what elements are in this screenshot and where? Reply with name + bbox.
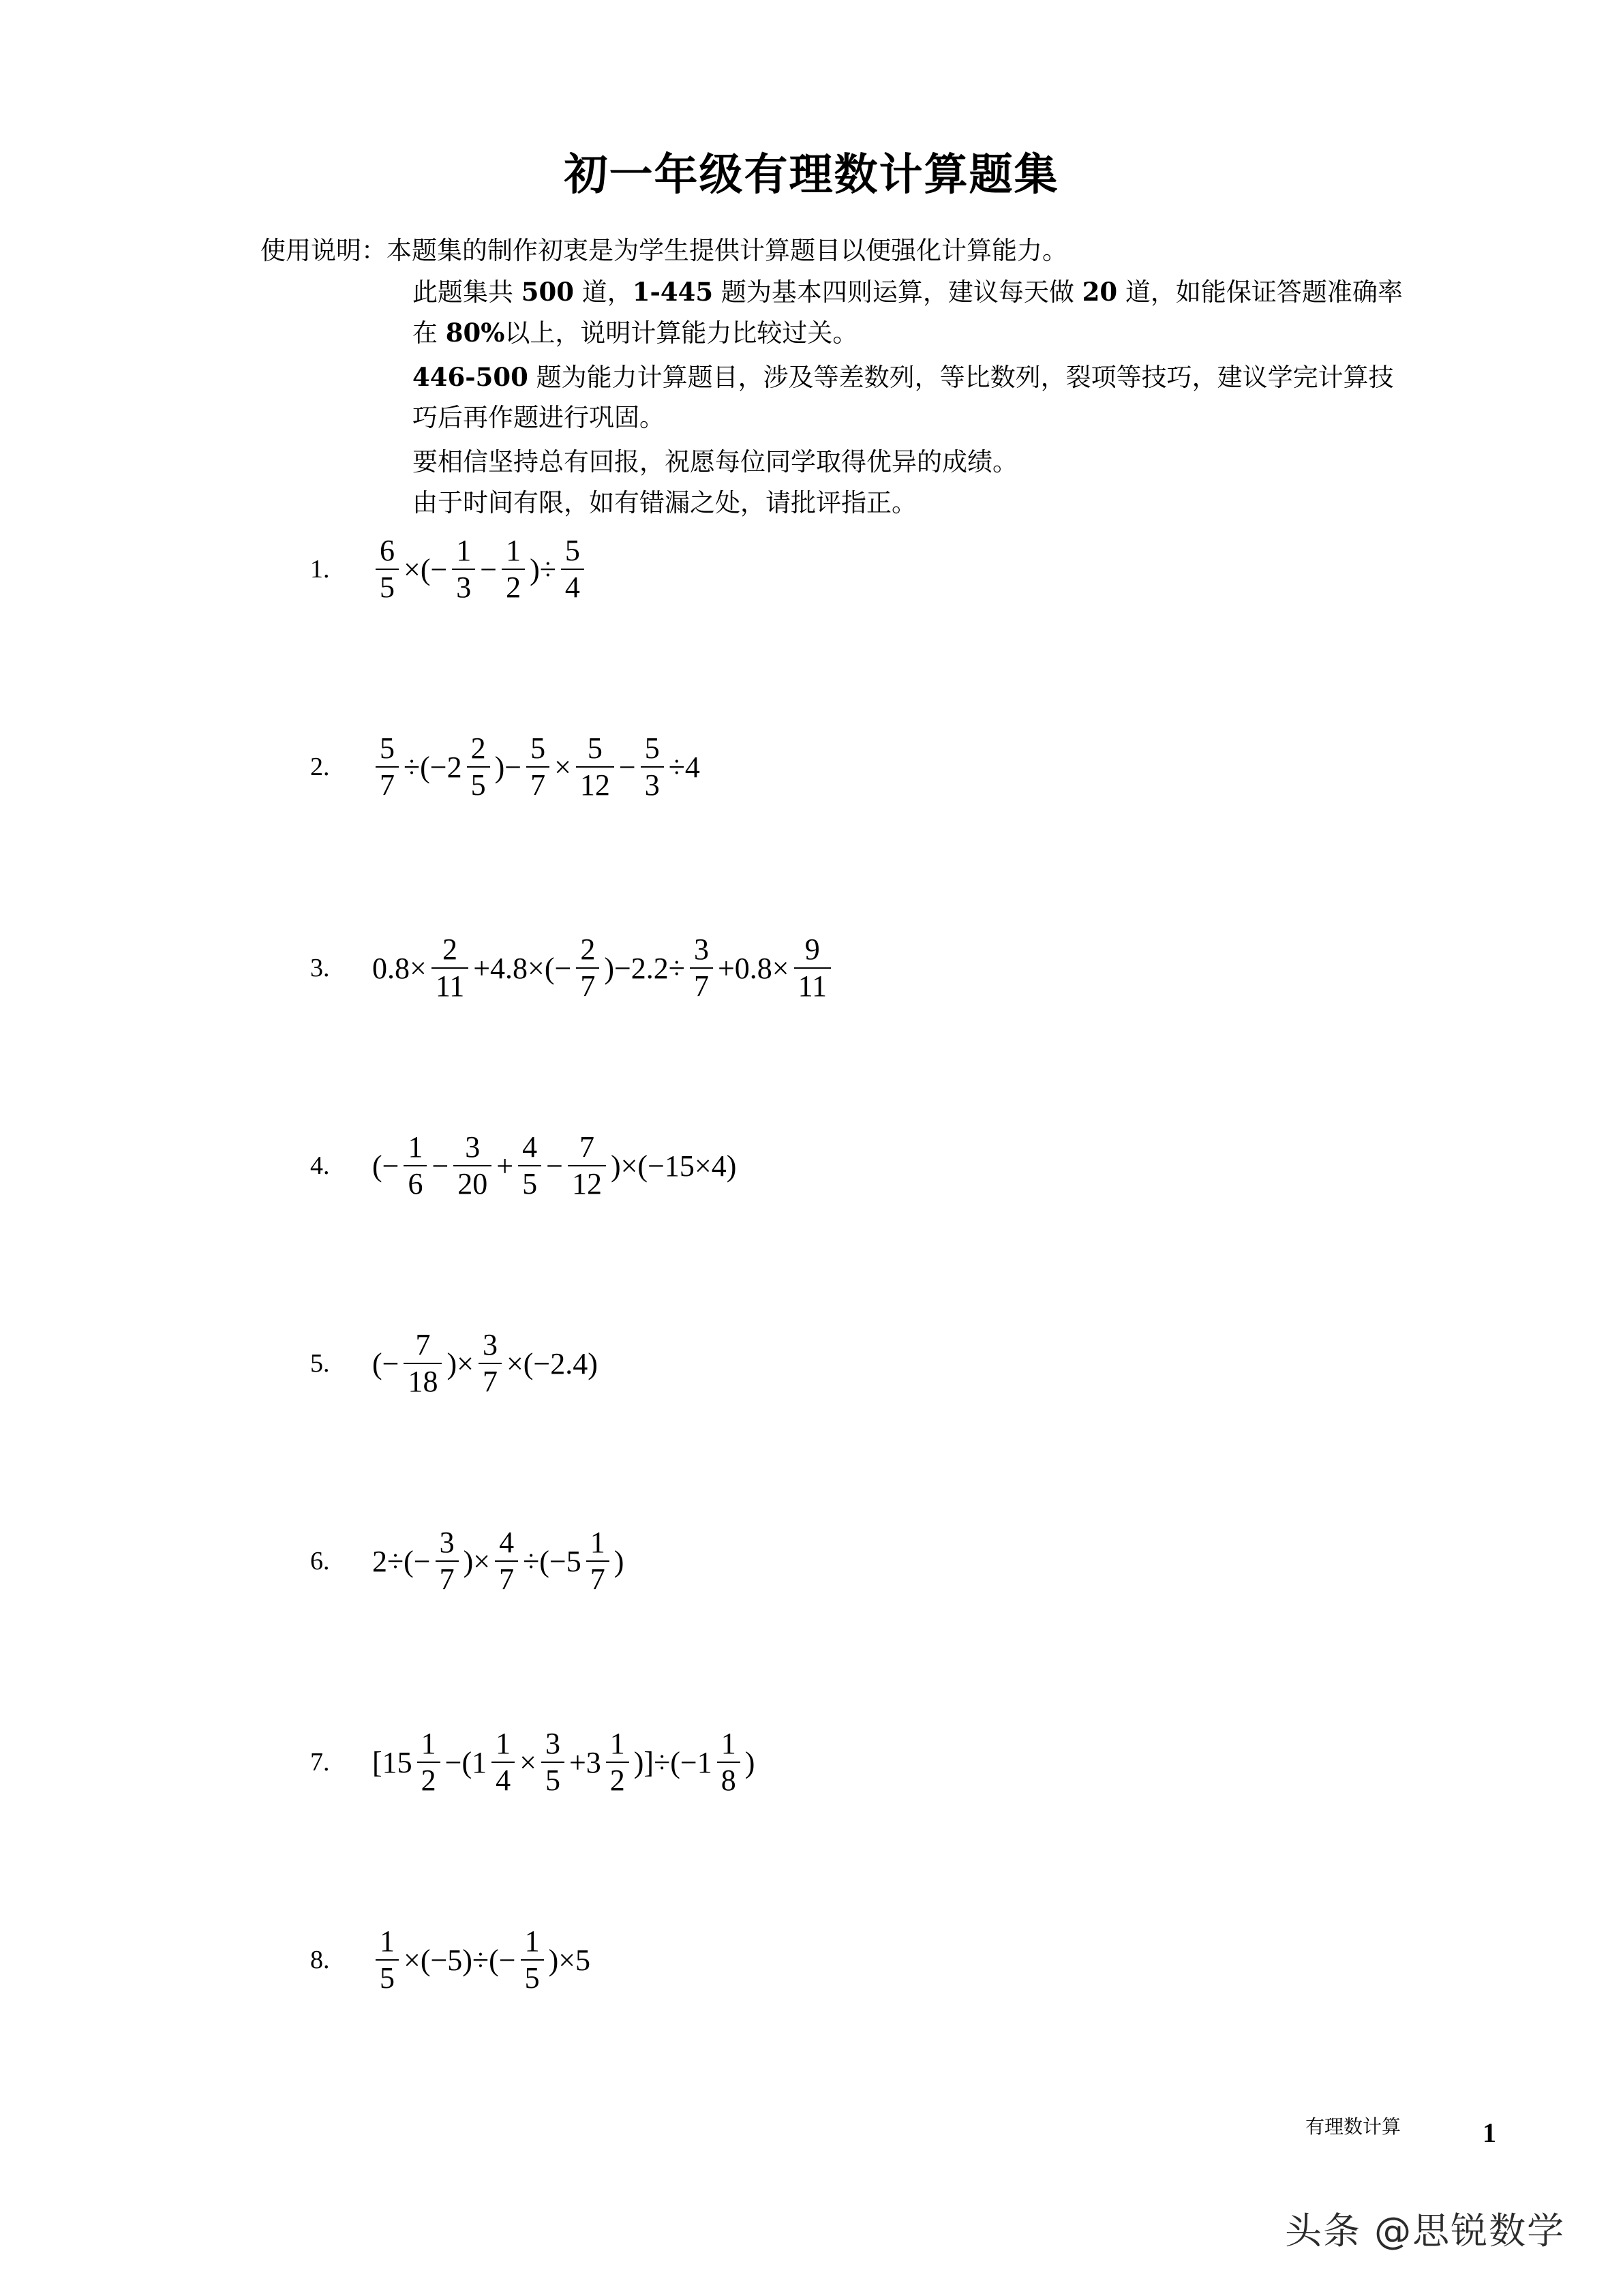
expression-text: − xyxy=(618,750,636,784)
expression-text: − xyxy=(431,1149,449,1183)
fraction-denominator: 6 xyxy=(408,1167,423,1200)
fraction xyxy=(376,533,399,605)
fraction xyxy=(404,1130,427,1202)
fraction xyxy=(453,1130,491,1202)
problem-number: 1. xyxy=(310,555,330,584)
page-number: 1 xyxy=(1483,2117,1496,2148)
fraction-numerator: 3 xyxy=(693,933,709,966)
fraction xyxy=(417,1726,440,1798)
intro-line-3 xyxy=(412,317,858,349)
fraction xyxy=(690,932,713,1004)
fraction xyxy=(541,1726,564,1798)
fraction xyxy=(491,1726,515,1798)
fraction-numerator: 5 xyxy=(587,731,603,765)
fraction-denominator: 5 xyxy=(470,768,486,802)
fraction xyxy=(436,1525,459,1597)
intro-line-4 xyxy=(412,361,1394,393)
fraction-denominator: 7 xyxy=(530,768,546,802)
fraction-denominator: 4 xyxy=(564,571,580,604)
intro-text-segment: 446-500 xyxy=(412,362,528,392)
fraction-denominator: 7 xyxy=(380,768,395,802)
expression-text: 2÷(− xyxy=(372,1544,431,1578)
fraction-numerator: 2 xyxy=(580,933,596,966)
fraction-numerator: 1 xyxy=(506,534,521,567)
problem-expression xyxy=(371,1129,737,1203)
fraction-numerator: 5 xyxy=(564,534,580,567)
fraction-numerator: 1 xyxy=(496,1727,511,1760)
expression-text: )×(−15×4) xyxy=(610,1149,737,1183)
fraction-denominator: 7 xyxy=(590,1562,605,1596)
fraction-denominator: 5 xyxy=(380,1961,395,1995)
intro-line-2 xyxy=(412,276,1403,308)
expression-text: )÷ xyxy=(530,552,556,586)
fraction xyxy=(376,731,399,803)
fraction xyxy=(404,1327,442,1400)
fraction-denominator: 8 xyxy=(721,1764,736,1797)
problem-expression xyxy=(371,1725,755,1799)
expression-text: ÷4 xyxy=(668,750,700,784)
fraction-denominator: 2 xyxy=(506,571,521,604)
problem-expression xyxy=(371,931,835,1005)
expression-text: [15 xyxy=(372,1745,412,1779)
fraction xyxy=(568,1130,606,1202)
intro-line-1: 使用说明：本题集的制作初衷是为学生提供计算题目以便强化计算能力。 xyxy=(260,236,1067,265)
fraction-numerator: 9 xyxy=(804,933,820,966)
fraction-denominator: 5 xyxy=(522,1167,538,1200)
fraction xyxy=(606,1726,629,1798)
expression-text: )−2.2÷ xyxy=(604,951,685,985)
fraction xyxy=(376,1924,399,1996)
footer-label: 有理数计算 xyxy=(1305,2115,1401,2138)
expression-text: × xyxy=(554,750,571,784)
expression-text: ÷(−5 xyxy=(523,1544,581,1578)
fraction-denominator: 2 xyxy=(421,1764,436,1797)
intro-text-segment: 1-445 xyxy=(632,277,714,307)
fraction-numerator: 2 xyxy=(442,933,458,966)
fraction-numerator: 5 xyxy=(530,731,546,765)
expression-text: − xyxy=(546,1149,563,1183)
fraction xyxy=(526,731,549,803)
expression-text: × xyxy=(519,1745,536,1779)
intro-text-segment: 题为能力计算题目，涉及等差数列，等比数列，裂项等技巧，建议学完计算技 xyxy=(528,363,1394,392)
intro-text-segment: 道， xyxy=(574,277,633,307)
expression-text: +4.8×(− xyxy=(473,951,572,985)
intro-text-segment: 20 xyxy=(1082,277,1118,307)
page-title: 初一年级有理数计算题集 xyxy=(564,150,1059,200)
watermark: 头条 @思锐数学 xyxy=(1285,2209,1566,2252)
problem-number: 7. xyxy=(310,1748,330,1777)
fraction-numerator: 4 xyxy=(522,1130,538,1164)
problem-number: 5. xyxy=(310,1349,330,1378)
problem-number: 8. xyxy=(310,1946,330,1974)
fraction-numerator: 7 xyxy=(579,1130,594,1164)
problem-number: 6. xyxy=(310,1547,330,1575)
intro-line-5: 巧后再作题进行巩固。 xyxy=(412,403,665,432)
expression-text: −(1 xyxy=(444,1745,487,1779)
expression-text: )× xyxy=(463,1544,491,1578)
fraction-numerator: 3 xyxy=(482,1328,498,1361)
fraction-numerator: 1 xyxy=(456,534,472,567)
fraction xyxy=(794,932,831,1004)
intro-line-7: 由于时间有限，如有错漏之处，请批评指正。 xyxy=(412,488,917,517)
problem-number: 4. xyxy=(310,1151,330,1180)
fraction-numerator: 3 xyxy=(465,1130,481,1164)
intro-text-segment: 此题集共 xyxy=(412,277,521,307)
fraction-numerator: 7 xyxy=(415,1328,431,1361)
fraction-denominator: 5 xyxy=(545,1764,560,1797)
expression-text: +3 xyxy=(568,1745,601,1779)
fraction-numerator: 1 xyxy=(590,1526,605,1559)
fraction xyxy=(576,731,614,803)
fraction xyxy=(502,533,525,605)
fraction-denominator: 7 xyxy=(499,1562,515,1596)
fraction-denominator: 3 xyxy=(644,768,660,802)
expression-text: + xyxy=(496,1149,514,1183)
fraction-numerator: 1 xyxy=(380,1924,395,1958)
fraction-denominator: 7 xyxy=(482,1365,498,1398)
fraction-denominator: 12 xyxy=(571,1167,602,1200)
expression-text: − xyxy=(480,552,498,586)
fraction-numerator: 5 xyxy=(644,731,660,765)
fraction-numerator: 1 xyxy=(721,1727,736,1760)
expression-text: (− xyxy=(372,1346,399,1380)
fraction-numerator: 2 xyxy=(470,731,486,765)
fraction-denominator: 18 xyxy=(408,1365,438,1398)
fraction-numerator: 5 xyxy=(380,731,395,765)
fraction xyxy=(521,1924,544,1996)
expression-text: ×(− xyxy=(404,552,448,586)
expression-text: (− xyxy=(372,1149,399,1183)
fraction-numerator: 3 xyxy=(545,1727,560,1760)
fraction-denominator: 11 xyxy=(798,969,827,1003)
problem-expression xyxy=(371,1923,591,1997)
fraction-numerator: 1 xyxy=(609,1727,625,1760)
expression-text: ) xyxy=(613,1544,624,1578)
fraction-denominator: 12 xyxy=(579,768,610,802)
fraction xyxy=(717,1726,740,1798)
fraction-denominator: 20 xyxy=(457,1167,488,1200)
expression-text: ×(−2.4) xyxy=(506,1346,598,1380)
fraction xyxy=(479,1327,502,1400)
fraction-numerator: 1 xyxy=(524,1924,540,1958)
fraction xyxy=(431,932,468,1004)
fraction xyxy=(641,731,664,803)
intro-text-segment: 在 xyxy=(412,318,446,348)
fraction-denominator: 5 xyxy=(380,571,395,604)
fraction xyxy=(586,1525,609,1597)
intro-line-6: 要相信坚持总有回报，祝愿每位同学取得优异的成绩。 xyxy=(412,447,1018,477)
fraction xyxy=(467,731,490,803)
fraction-denominator: 7 xyxy=(439,1562,455,1596)
intro-text-segment: 80% xyxy=(445,318,505,348)
fraction-denominator: 11 xyxy=(435,969,465,1003)
fraction xyxy=(452,533,475,605)
fraction-numerator: 4 xyxy=(499,1526,515,1559)
fraction-numerator: 3 xyxy=(439,1526,455,1559)
problem-expression xyxy=(371,730,701,804)
intro-text-segment: 以上，说明计算能力比较过关。 xyxy=(504,318,858,348)
fraction-denominator: 7 xyxy=(580,969,596,1003)
problem-expression xyxy=(371,1327,598,1400)
fraction xyxy=(495,1525,518,1597)
expression-text: ×(−5)÷(− xyxy=(404,1943,516,1977)
fraction-denominator: 7 xyxy=(693,969,709,1003)
expression-text: )]÷(−1 xyxy=(633,1745,712,1779)
fraction xyxy=(576,932,599,1004)
problem-expression xyxy=(371,532,588,606)
fraction-denominator: 4 xyxy=(496,1764,511,1797)
expression-text: 0.8× xyxy=(372,951,427,985)
problem-number: 2. xyxy=(310,753,330,781)
intro-text-segment: 题为基本四则运算，建议每天做 xyxy=(713,277,1082,307)
fraction xyxy=(561,533,584,605)
problem-number: 3. xyxy=(310,954,330,982)
expression-text: )× xyxy=(446,1346,474,1380)
intro-text-segment: 500 xyxy=(521,277,574,307)
problem-expression xyxy=(371,1524,624,1598)
expression-text: ) xyxy=(744,1745,755,1779)
fraction-numerator: 6 xyxy=(380,534,395,567)
fraction xyxy=(518,1130,541,1202)
expression-text: )×5 xyxy=(548,1943,591,1977)
expression-text: +0.8× xyxy=(717,951,789,985)
fraction-denominator: 5 xyxy=(524,1961,540,1995)
fraction-numerator: 1 xyxy=(408,1130,423,1164)
intro-text-segment: 道，如能保证答题准确率 xyxy=(1117,277,1403,307)
fraction-denominator: 2 xyxy=(609,1764,625,1797)
fraction-denominator: 3 xyxy=(456,571,472,604)
expression-text: )− xyxy=(494,750,522,784)
expression-text: ÷(−2 xyxy=(404,750,462,784)
fraction-numerator: 1 xyxy=(421,1727,436,1760)
